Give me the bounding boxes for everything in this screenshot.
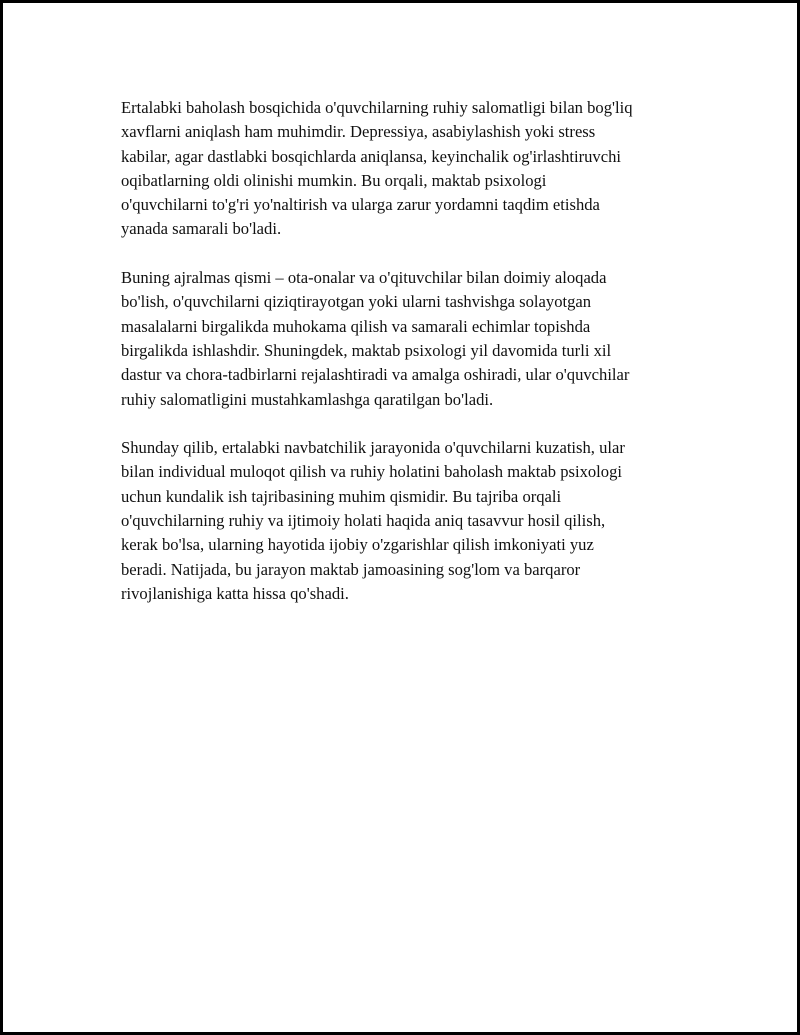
- document-body: [121, 96, 711, 631]
- text-line: kabilar, agar dastlabki bosqichlarda aniqlansa, keyinchalik og'irlashtiruvchi: [121, 146, 621, 166]
- text-line: Ertalabki baholash bosqichida o'quvchilarning ruhiy salomatligi bilan bog'liq: [121, 98, 633, 117]
- text-line: bo'lish, o'quvchilarni qiziqtirayotgan yoki ularni tashvishga solayotgan: [121, 292, 592, 312]
- text-line: ruhiy salomatligini mustahkamlashga qaratilgan bo'ladi.: [121, 389, 494, 409]
- text-line: kerak bo'lsa, ularning hayotida ijobiy o'zgarishlar qilish imkoniyati yuz: [121, 535, 594, 555]
- text-line: masalalarni birgalikda muhokama qilish va samarali echimlar topishda: [121, 316, 591, 336]
- text-line: birgalikda ishlashdir. Shuningdek, maktab psixologi yil davomida turli xil: [121, 340, 612, 360]
- text-line: uchun kundalik ish tajribasining muhim qismidir. Bu tajriba orqali: [121, 486, 562, 506]
- text-line: rivojlanishiga katta hissa qo'shadi.: [121, 583, 349, 603]
- text-line: xavflarni aniqlash ham muhimdir. Depressiya, asabiylashish yoki stress: [121, 122, 596, 142]
- text-line: oqibatlarning oldi olinishi mumkin. Bu orqali, maktab psixologi: [121, 170, 547, 190]
- paragraph-3: [121, 436, 711, 606]
- paragraph-2: [121, 266, 711, 412]
- text-line: Shunday qilib, ertalabki navbatchilik jarayonida o'quvchilarni kuzatish, ular: [121, 438, 625, 458]
- paragraph-1: [121, 96, 711, 242]
- text-line: Buning ajralmas qismi – ota-onalar va o'qituvchilar bilan doimiy aloqada: [121, 268, 607, 288]
- text-line: beradi. Natijada, bu jarayon maktab jamoasining sog'lom va barqaror: [121, 559, 581, 579]
- text-line: bilan individual muloqot qilish va ruhiy holatini baholash maktab psixologi: [121, 462, 622, 482]
- text-line: o'quvchilarning ruhiy va ijtimoiy holati haqida aniq tasavvur hosil qilish,: [121, 511, 606, 531]
- text-line: dastur va chora-tadbirlarni rejalashtiradi va amalga oshiradi, ular o'quvchilar: [121, 365, 630, 385]
- text-line: o'quvchilarni to'g'ri yo'naltirish va ularga zarur yordamni taqdim etishda: [121, 195, 600, 215]
- text-line: yanada samarali bo'ladi.: [121, 219, 282, 239]
